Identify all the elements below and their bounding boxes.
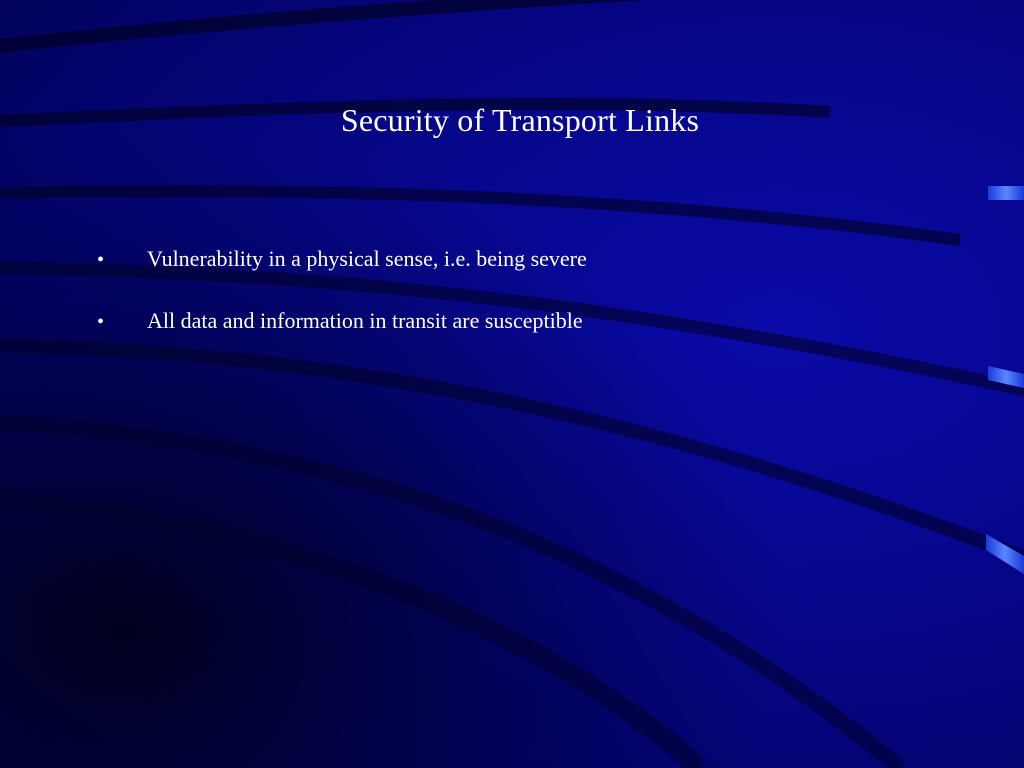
bullet-text: All data and information in transit are susceptible (147, 308, 583, 333)
bullet-item (97, 244, 587, 275)
bullet-text: Vulnerability in a physical sense, i.e. being severe (147, 246, 587, 271)
bullet-list (97, 244, 587, 368)
bullet-icon: • (97, 249, 105, 271)
slide-title: Security of Transport Links (340, 102, 700, 138)
bullet-icon: • (97, 311, 105, 333)
bullet-item (97, 306, 587, 337)
edge-tab-1 (988, 186, 1024, 200)
